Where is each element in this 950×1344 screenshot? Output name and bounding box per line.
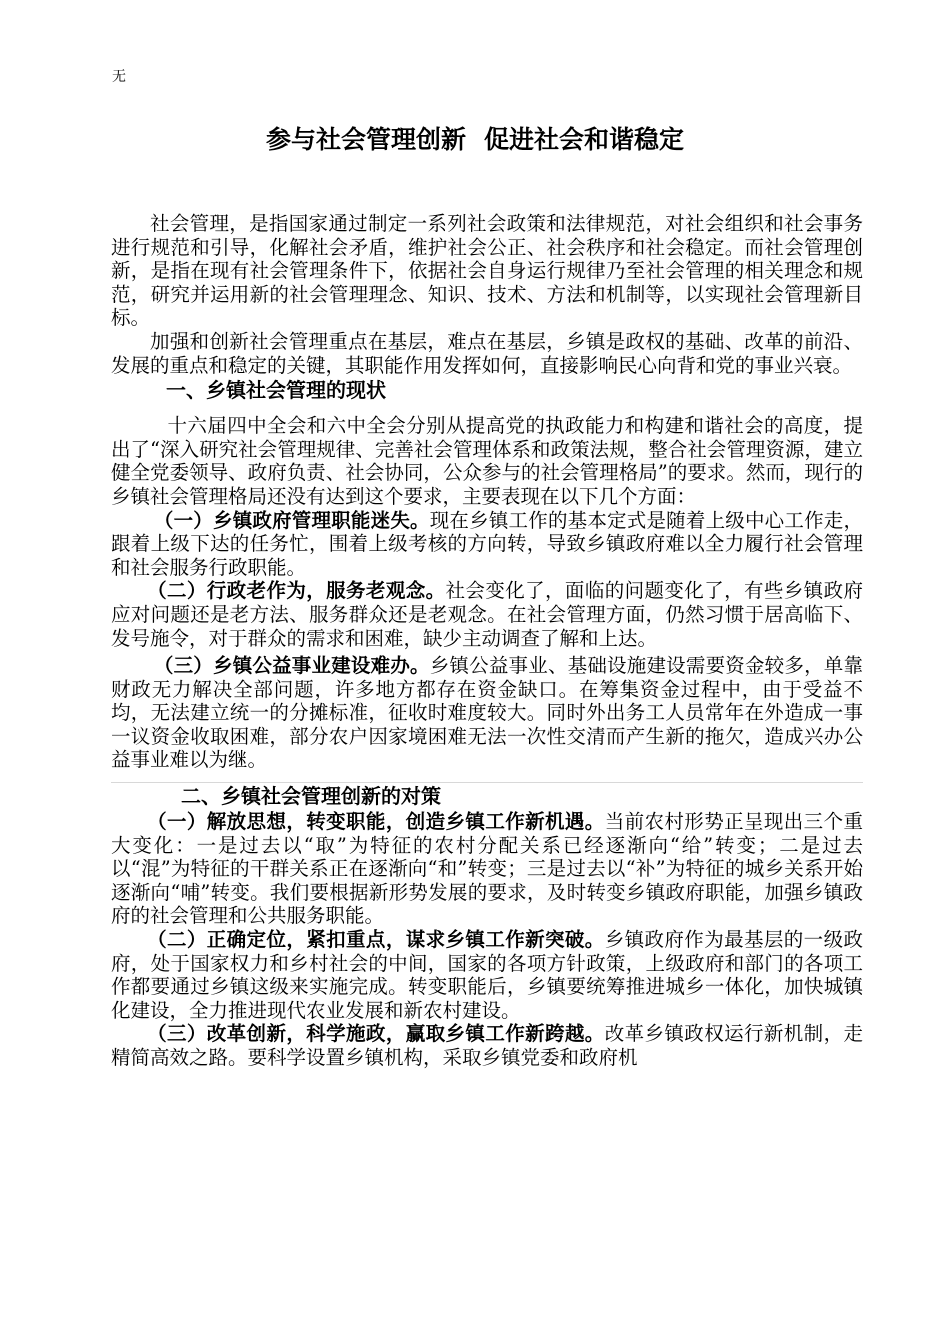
section-1-item-1 <box>111 509 863 580</box>
section-2-item-2 <box>111 928 863 1022</box>
item-lead: （一）解放思想，转变职能，创造乡镇工作新机遇。 <box>147 810 605 834</box>
item-text: 当前农村形势正呈现出三个重大变化：一是过去以“取”为特征的农村分配关系已经逐渐向“给”转变；二是过去以“混”为特征的干群关系正在逐渐向“和”转变；三是过去以“补”为特征的城乡关系开始逐渐向“哺”转变。我们要根据新形势发展的要求，及时转变乡镇政府职能，加强乡镇政府的社会管理和公共服务职能。 <box>111 810 863 928</box>
document-title <box>0 124 950 156</box>
intro-paragraph-2: 加强和创新社会管理重点在基层，难点在基层，乡镇是政权的基础、改革的前沿、发展的重点和稳定的关键，其职能作用发挥如何，直接影响民心向背和党的事业兴衰。 <box>111 329 863 377</box>
item-text: 现在乡镇工作的基本定式是随着上级中心工作走，跟着上级下达的任务忙，围着上级考核的方向转，导致乡镇政府难以全力履行社会管理和社会服务行政职能。 <box>111 508 863 579</box>
item-text: 乡镇公益事业、基础设施建设需要资金较多，单靠财政无力解决全部问题，许多地方都存在资金缺口。在筹集资金过程中，由于受益不均，无法建立统一的分摊标准，征收时难度较大。同时外出务工人员常年在外造成一事一议资金收取困难，部分农户因家境困难无法一次性交清而产生新的拖欠，造成兴办公益事业难以为继。 <box>111 654 863 772</box>
item-lead: （一）乡镇政府管理职能迷失。 <box>153 508 430 532</box>
section-1-item-2 <box>111 579 863 650</box>
item-lead: （二）正确定位，紧扣重点，谋求乡镇工作新突破。 <box>147 928 605 952</box>
item-text: 乡镇政府作为最基层的一级政府，处于国家权力和乡村社会的中间，国家的各项方针政策，上级政府和部门的各项工作都要通过乡镇这级来实施完成。转变职能后，乡镇要统筹推进城乡一体化，加快城镇化建设，全力推进现代农业发展和新农村建设。 <box>111 928 863 1022</box>
document-body <box>111 212 863 1070</box>
section-2-item-3 <box>111 1022 863 1069</box>
title-part-1: 参与社会管理创新 <box>265 125 466 154</box>
item-lead: （三）乡镇公益事业建设难办。 <box>153 654 430 678</box>
section-2-heading: 二、乡镇社会管理创新的对策 <box>181 784 441 809</box>
header-mark: 无 <box>112 69 126 85</box>
section-1-heading: 一、乡镇社会管理的现状 <box>166 378 386 403</box>
section-1-item-3 <box>111 654 863 772</box>
section-2-item-1 <box>111 810 863 928</box>
item-lead: （三）改革创新，科学施政，赢取乡镇工作新跨越。 <box>147 1022 605 1046</box>
intro-paragraph-1: 社会管理，是指国家通过制定一系列社会政策和法律规范，对社会组织和社会事务进行规范和引导，化解社会矛盾，维护社会公正、社会秩序和社会稳定。而社会管理创新，是指在现有社会管理条件下，依据社会自身运行规律乃至社会管理的相关理念和规范，研究并运用新的社会管理理念、知识、技术、方法和机制等，以实现社会管理新目标。 <box>111 212 863 330</box>
title-part-2: 促进社会和谐稳定 <box>484 125 685 154</box>
section-1-intro: 十六届四中全会和六中全会分别从提高党的执政能力和构建和谐社会的高度，提出了“深入研究社会管理规律、完善社会管理体系和政策法规，整合社会管理资源，建立健全党委领导、政府负责、社会协同，公众参与的社会管理格局”的要求。然而，现行的乡镇社会管理格局还没有达到这个要求，主要表现在以下几个方面： <box>111 414 863 508</box>
item-text: 改革乡镇政权运行新机制，走精简高效之路。要科学设置乡镇机构，采取乡镇党委和政府机 <box>111 1022 863 1069</box>
item-lead: （二）行政老作为，服务老观念。 <box>147 579 446 603</box>
item-text: 社会变化了，面临的问题变化了，有些乡镇政府应对问题还是老方法、服务群众还是老观念。在社会管理方面，仍然习惯于居高临下、发号施令，对于群众的需求和困难，缺少主动调查了解和上达。 <box>111 579 863 650</box>
